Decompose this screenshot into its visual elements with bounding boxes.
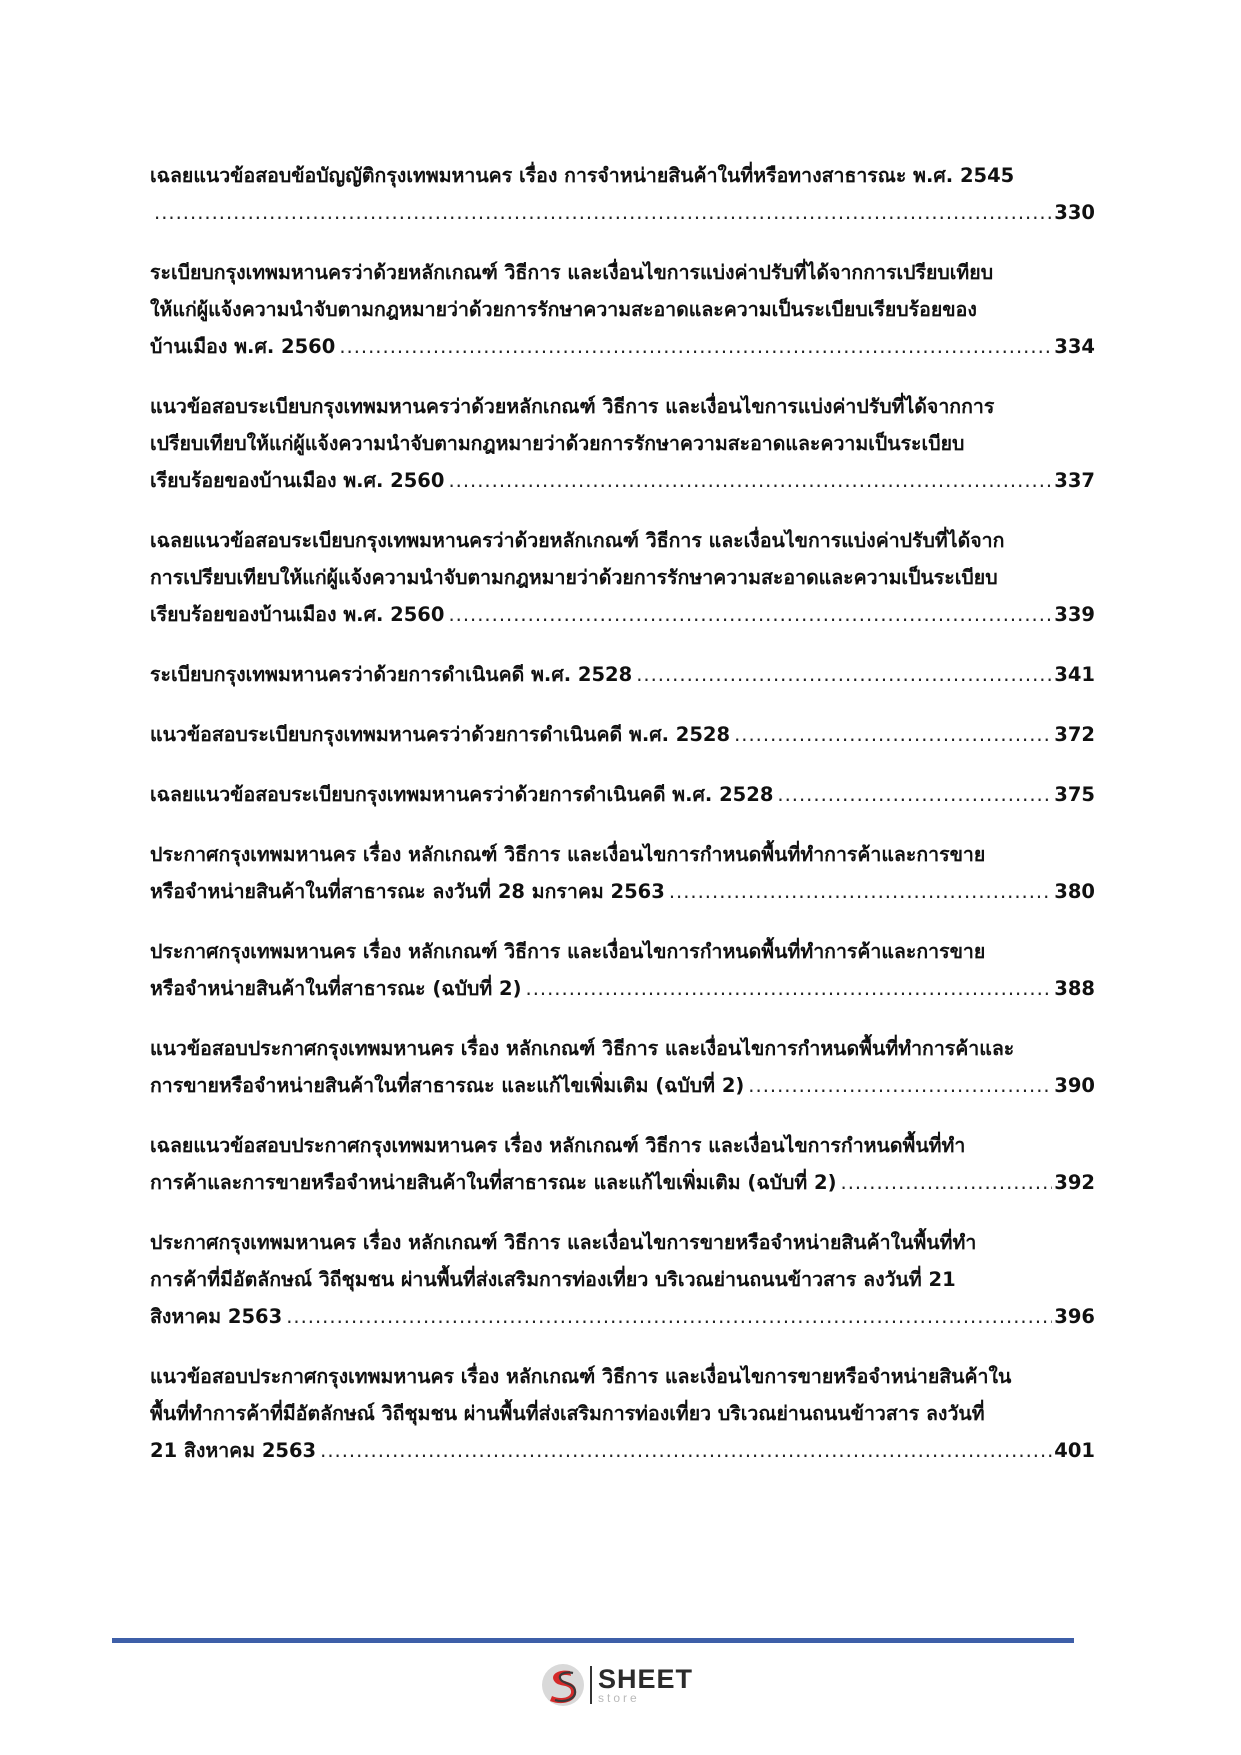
- toc-entry-last-line: [150, 776, 1095, 813]
- toc-entry-text-line: บ้านเมือง พ.ศ. 2560: [150, 335, 336, 358]
- toc-page-number: 390: [1054, 1074, 1095, 1097]
- toc-page-number: 330: [1054, 201, 1095, 224]
- logo-main-text: SHEET: [598, 1664, 694, 1694]
- toc-page-number: 380: [1054, 880, 1095, 903]
- toc-page-number: 396: [1054, 1305, 1095, 1328]
- toc-entry-text-line: ระเบียบกรุงเทพมหานครว่าด้วยหลักเกณฑ์ วิธีการ และเงื่อนไขการแบ่งค่าปรับที่ได้จากการเปรียบเทียบ: [150, 261, 994, 284]
- toc-entry-last-line: [150, 873, 1095, 910]
- table-of-contents: [150, 157, 1095, 1492]
- toc-entry-last-line: [150, 1298, 1095, 1335]
- logo-sub-text: store: [598, 1691, 640, 1705]
- toc-entry-text-line: การขายหรือจำหน่ายสินค้าในที่สาธารณะ และแก้ไขเพิ่มเติม (ฉบับที่ 2): [150, 1074, 745, 1097]
- toc-entry-text-line: การเปรียบเทียบให้แก่ผู้แจ้งความนำจับตามกฎหมายว่าด้วยการรักษาความสะอาดและความเป็นระเบียบ: [150, 566, 998, 589]
- toc-dot-leader: [448, 462, 1052, 499]
- toc-entry-last-line: [150, 1164, 1095, 1201]
- toc-dot-leader: [669, 873, 1052, 910]
- toc-entry-text-line: เรียบร้อยของบ้านเมือง พ.ศ. 2560: [150, 603, 445, 626]
- toc-page-number: 339: [1054, 603, 1095, 626]
- toc-dot-leader: [526, 970, 1053, 1007]
- toc-entry-text-line: ประกาศกรุงเทพมหานคร เรื่อง หลักเกณฑ์ วิธีการ และเงื่อนไขการกำหนดพื้นที่ทำการค้าและการขาย: [150, 843, 986, 866]
- toc-entry: [150, 1224, 1095, 1335]
- toc-dot-leader: [448, 596, 1052, 633]
- logo-divider: [590, 1666, 592, 1704]
- toc-entry-text-line: เฉลยแนวข้อสอบระเบียบกรุงเทพมหานครว่าด้วยการดำเนินคดี พ.ศ. 2528: [150, 783, 774, 806]
- toc-entry: [150, 836, 1095, 910]
- toc-entry: [150, 933, 1095, 1007]
- toc-entry-text-line: หรือจำหน่ายสินค้าในที่สาธารณะ ลงวันที่ 28 มกราคม 2563: [150, 880, 665, 903]
- toc-page-number: 372: [1054, 723, 1095, 746]
- toc-entry: [150, 1127, 1095, 1201]
- toc-entry-last-line: [150, 970, 1095, 1007]
- toc-page-number: 375: [1054, 783, 1095, 806]
- toc-entry-text-line: ประกาศกรุงเทพมหานคร เรื่อง หลักเกณฑ์ วิธีการ และเงื่อนไขการกำหนดพื้นที่ทำการค้าและการขาย: [150, 940, 986, 963]
- toc-entry: [150, 157, 1095, 231]
- toc-dot-leader: [286, 1298, 1052, 1335]
- toc-entry-last-line: [150, 194, 1095, 231]
- toc-page-number: 401: [1054, 1439, 1095, 1462]
- sheet-store-logo: [540, 1660, 693, 1710]
- toc-dot-leader: [734, 716, 1052, 753]
- toc-dot-leader: [777, 776, 1052, 813]
- toc-page-number: 337: [1054, 469, 1095, 492]
- sheet-store-s-icon: [540, 1662, 586, 1708]
- toc-page-number: 392: [1054, 1171, 1095, 1194]
- toc-dot-leader: [339, 328, 1052, 365]
- toc-entry-text-line: เฉลยแนวข้อสอบระเบียบกรุงเทพมหานครว่าด้วยหลักเกณฑ์ วิธีการ และเงื่อนไขการแบ่งค่าปรับที่ได้จาก: [150, 529, 1005, 552]
- toc-entry-text-line: การค้าและการขายหรือจำหน่ายสินค้าในที่สาธารณะ และแก้ไขเพิ่มเติม (ฉบับที่ 2): [150, 1171, 837, 1194]
- toc-dot-leader: [320, 1432, 1052, 1469]
- toc-entry-text-line: เปรียบเทียบให้แก่ผู้แจ้งความนำจับตามกฎหมายว่าด้วยการรักษาความสะอาดและความเป็นระเบียบ: [150, 432, 965, 455]
- footer-rule: [112, 1638, 1074, 1643]
- toc-entry-text-line: ระเบียบกรุงเทพมหานครว่าด้วยการดำเนินคดี พ.ศ. 2528: [150, 663, 633, 686]
- toc-entry: [150, 656, 1095, 693]
- toc-entry-text-line: ประกาศกรุงเทพมหานคร เรื่อง หลักเกณฑ์ วิธีการ และเงื่อนไขการขายหรือจำหน่ายสินค้าในพื้นที่ทำ: [150, 1231, 977, 1254]
- toc-entry-text-line: หรือจำหน่ายสินค้าในที่สาธารณะ (ฉบับที่ 2): [150, 977, 522, 1000]
- toc-page-number: 388: [1054, 977, 1095, 1000]
- toc-page-number: 334: [1054, 335, 1095, 358]
- toc-entry-last-line: [150, 656, 1095, 693]
- toc-entry-text-line: แนวข้อสอบระเบียบกรุงเทพมหานครว่าด้วยหลักเกณฑ์ วิธีการ และเงื่อนไขการแบ่งค่าปรับที่ได้จากการ: [150, 395, 995, 418]
- toc-dot-leader: [748, 1067, 1052, 1104]
- toc-entry-last-line: [150, 462, 1095, 499]
- toc-entry-last-line: [150, 596, 1095, 633]
- toc-entry-text-line: แนวข้อสอบประกาศกรุงเทพมหานคร เรื่อง หลักเกณฑ์ วิธีการ และเงื่อนไขการกำหนดพื้นที่ทำการค้าและ: [150, 1037, 1015, 1060]
- toc-page-number: 341: [1054, 663, 1095, 686]
- toc-entry-text-line: แนวข้อสอบระเบียบกรุงเทพมหานครว่าด้วยการดำเนินคดี พ.ศ. 2528: [150, 723, 731, 746]
- toc-entry-last-line: [150, 716, 1095, 753]
- toc-dot-leader: [841, 1164, 1053, 1201]
- toc-entry: [150, 388, 1095, 499]
- toc-entry-last-line: [150, 328, 1095, 365]
- toc-entry-last-line: [150, 1067, 1095, 1104]
- toc-entry-text-line: 21 สิงหาคม 2563: [150, 1439, 317, 1462]
- toc-entry: [150, 1030, 1095, 1104]
- toc-entry-text-line: การค้าที่มีอัตลักษณ์ วิถีชุมชน ผ่านพื้นที่ส่งเสริมการท่องเที่ยว บริเวณย่านถนนข้าวสาร ลงวันที่ 21: [150, 1268, 956, 1291]
- toc-entry-text-line: เรียบร้อยของบ้านเมือง พ.ศ. 2560: [150, 469, 445, 492]
- toc-entry-text-line: ให้แก่ผู้แจ้งความนำจับตามกฎหมายว่าด้วยการรักษาความสะอาดและความเป็นระเบียบเรียบร้อยของ: [150, 298, 977, 321]
- toc-entry-text-line: เฉลยแนวข้อสอบประกาศกรุงเทพมหานคร เรื่อง หลักเกณฑ์ วิธีการ และเงื่อนไขการกำหนดพื้นที่ทำ: [150, 1134, 966, 1157]
- toc-entry: [150, 254, 1095, 365]
- toc-entry: [150, 776, 1095, 813]
- toc-dot-leader: [154, 194, 1052, 231]
- toc-entry-text-line: พื้นที่ทำการค้าที่มีอัตลักษณ์ วิถีชุมชน ผ่านพื้นที่ส่งเสริมการท่องเที่ยว บริเวณย่านถนนข้าวสาร ลงวันที่: [150, 1402, 985, 1425]
- toc-entry-text-line: สิงหาคม 2563: [150, 1305, 283, 1328]
- toc-entry: [150, 716, 1095, 753]
- toc-entry: [150, 1358, 1095, 1469]
- toc-entry-text-line: เฉลยแนวข้อสอบข้อบัญญัติกรุงเทพมหานคร เรื่อง การจำหน่ายสินค้าในที่หรือทางสาธารณะ พ.ศ. 2545: [150, 164, 1015, 187]
- toc-entry-text-line: แนวข้อสอบประกาศกรุงเทพมหานคร เรื่อง หลักเกณฑ์ วิธีการ และเงื่อนไขการขายหรือจำหน่ายสินค้าใน: [150, 1365, 1012, 1388]
- logo-wordmark: [598, 1666, 693, 1704]
- toc-entry: [150, 522, 1095, 633]
- toc-dot-leader: [636, 656, 1052, 693]
- toc-entry-last-line: [150, 1432, 1095, 1469]
